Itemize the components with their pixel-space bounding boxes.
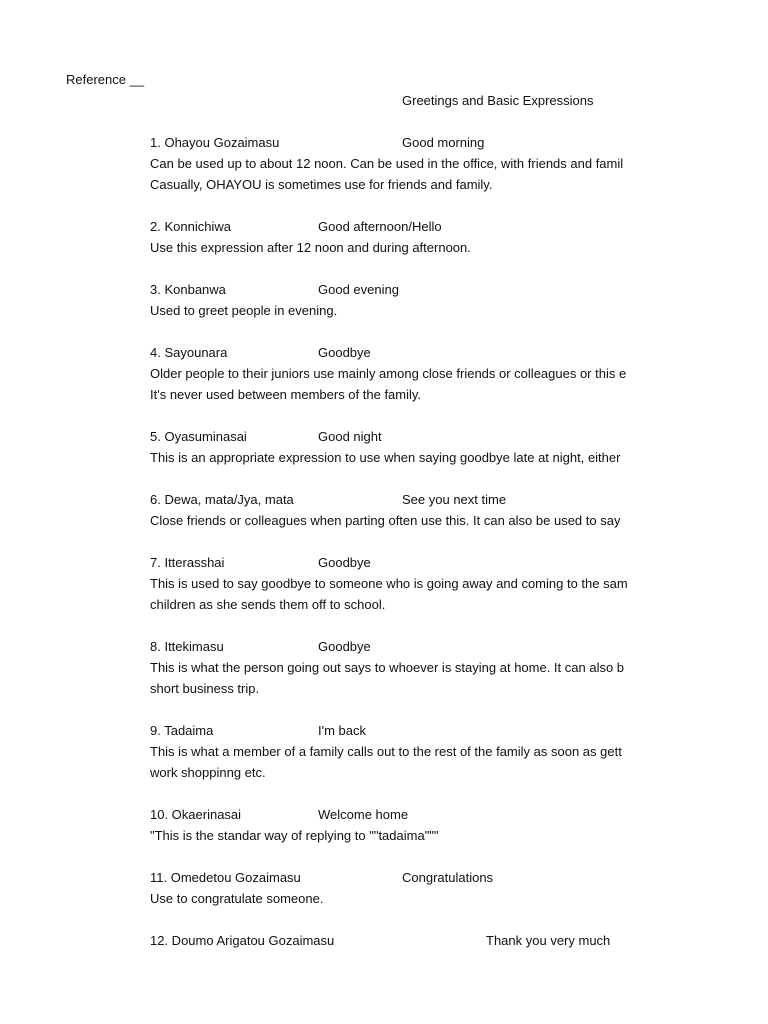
entry-term: 1. Ohayou Gozaimasu [150,135,280,150]
entry-4 [150,342,653,405]
entry-description: Use this expression after 12 noon and during afternoon. [150,240,471,255]
entry-description: Use to congratulate someone. [150,891,324,906]
entry-description: Casually, OHAYOU is sometimes use for friends and family. [150,177,493,192]
entry-meaning: Thank you very much [486,933,611,948]
entry-term: 12. Doumo Arigatou Gozaimasu [150,933,335,948]
entry-description: Older people to their juniors use mainly among close friends or colleagues or this e [150,366,627,381]
entry-11 [150,867,653,909]
entry-description: This is an appropriate expression to use when saying goodbye late at night, either [150,450,621,465]
entry-term: 8. Ittekimasu [150,639,224,654]
entry-description: This is what a member of a family calls out to the rest of the family as soon as gett [150,744,622,759]
entry-term: 6. Dewa, mata/Jya, mata [150,492,294,507]
entry-meaning: See you next time [402,492,507,507]
entry-term: 5. Oyasuminasai [150,429,247,444]
entry-description: It's never used between members of the family. [150,387,422,402]
entry-8 [150,636,653,699]
document-title: Greetings and Basic Expressions [402,93,594,108]
entry-description: short business trip. [150,681,260,696]
entry-term: 7. Itterasshai [150,555,225,570]
entry-term: 10. Okaerinasai [150,807,242,822]
entry-meaning: Good afternoon/Hello [318,219,442,234]
entry-description: "This is the standar way of replying to ""tadaima""" [150,828,439,843]
entry-meaning: Goodbye [318,639,371,654]
entry-meaning: I'm back [318,723,366,738]
entry-description: Can be used up to about 12 noon. Can be used in the office, with friends and famil [150,156,624,171]
entry-9 [150,720,653,783]
entry-6 [150,489,653,531]
entry-7 [150,552,653,615]
entry-meaning: Goodbye [318,345,371,360]
entry-3 [150,279,653,321]
entry-term: 2. Konnichiwa [150,219,231,234]
entry-description: Close friends or colleagues when parting often use this. It can also be used to say [150,513,621,528]
entry-2 [150,216,653,258]
entry-meaning: Good morning [402,135,485,150]
entry-description: work shoppinng etc. [150,765,266,780]
entry-term: 9. Tadaima [150,723,214,738]
entry-meaning: Welcome home [318,807,409,822]
entry-12 [150,930,653,951]
entry-meaning: Goodbye [318,555,371,570]
entry-description: This is what the person going out says to whoever is staying at home. It can also b [150,660,625,675]
entry-term: 11. Omedetou Gozaimasu [150,870,301,885]
entry-5 [150,426,653,468]
entry-description: Used to greet people in evening. [150,303,338,318]
entry-description: children as she sends them off to school. [150,597,386,612]
entry-meaning: Congratulations [402,870,494,885]
reference-label: Reference __ [66,72,145,87]
entry-10 [150,804,653,846]
entry-1 [150,132,653,195]
entry-term: 3. Konbanwa [150,282,226,297]
entry-meaning: Good evening [318,282,399,297]
entry-term: 4. Sayounara [150,345,228,360]
entry-meaning: Good night [318,429,382,444]
entry-description: This is used to say goodbye to someone who is going away and coming to the sam [150,576,628,591]
